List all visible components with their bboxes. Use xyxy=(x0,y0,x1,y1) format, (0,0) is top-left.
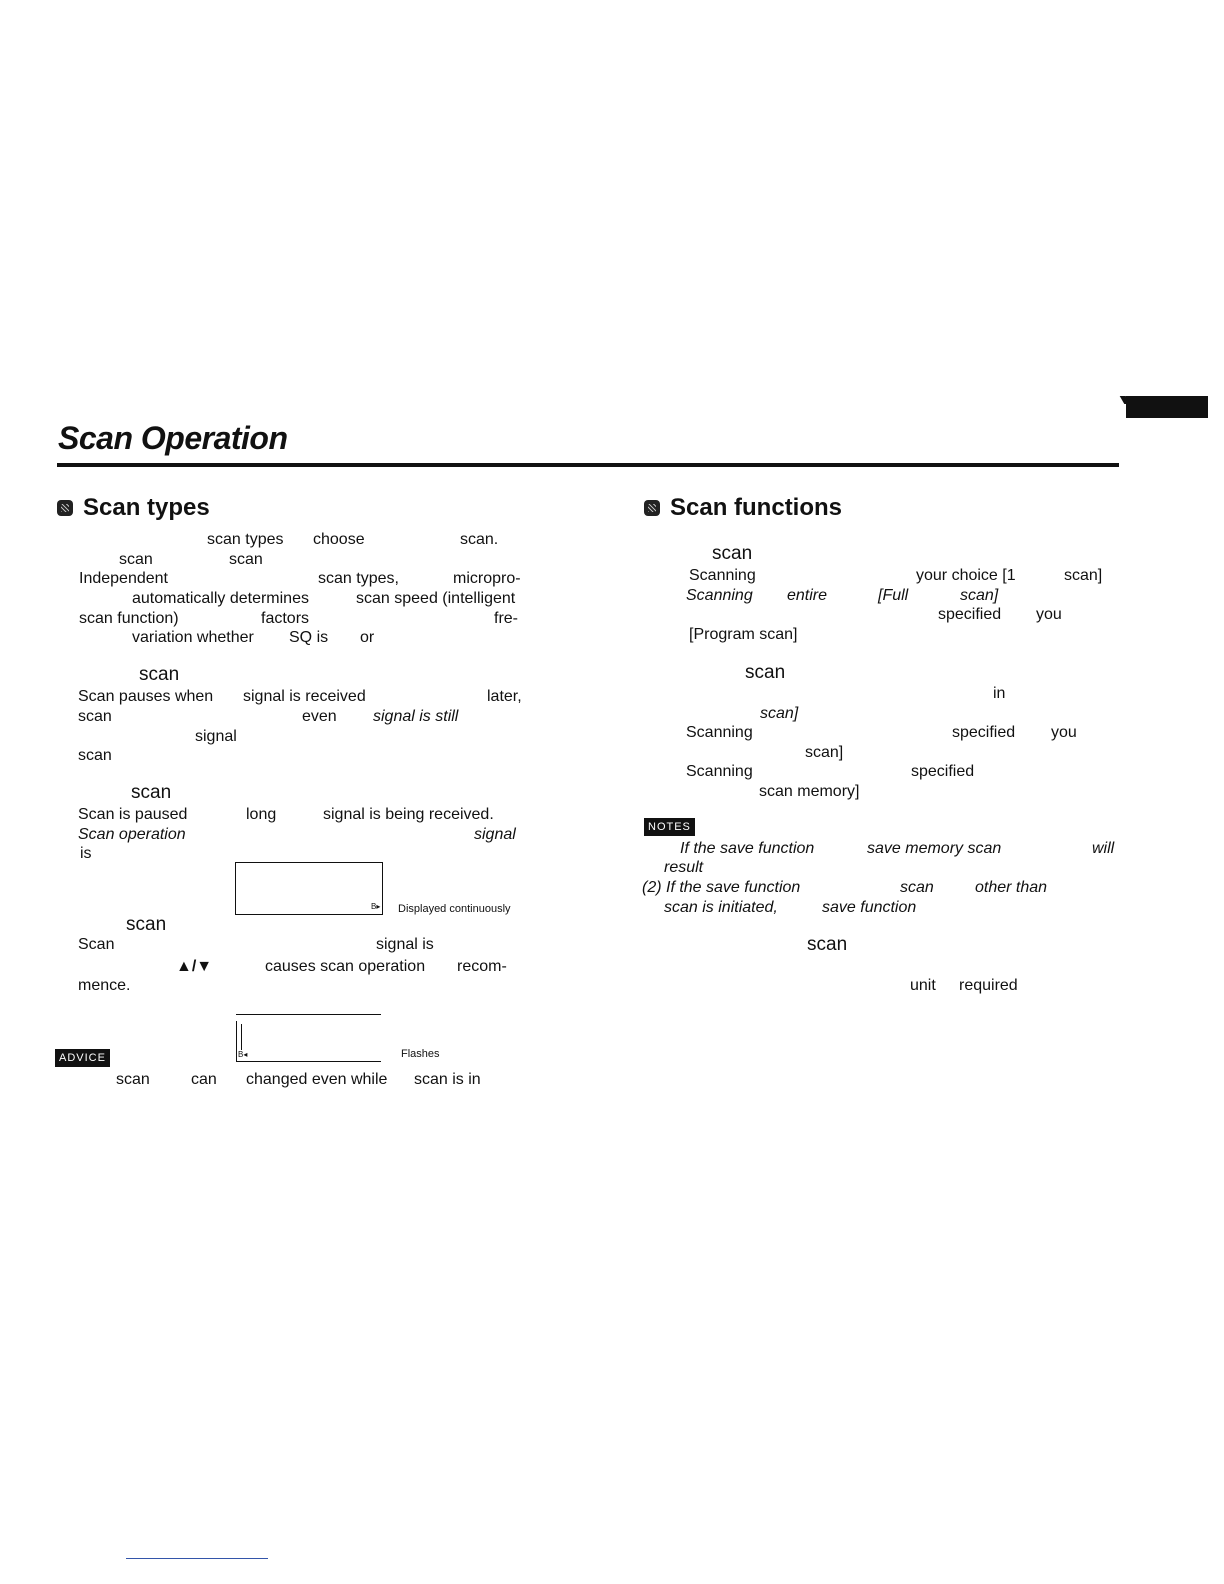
display-label: Flashes xyxy=(401,1048,440,1060)
text-fragment: signal is still xyxy=(373,708,459,725)
section-title: Scan types xyxy=(83,494,210,521)
subheading: scan xyxy=(131,782,172,803)
subheading: scan xyxy=(807,934,848,955)
text-fragment: changed even while xyxy=(246,1071,388,1088)
text-fragment: can xyxy=(191,1071,217,1088)
text-fragment: scan. xyxy=(460,531,499,548)
text-fragment: (2) If the save function xyxy=(642,879,801,896)
subheading: scan xyxy=(126,914,167,935)
text-fragment: you xyxy=(1051,724,1077,741)
footer-rule xyxy=(126,1558,268,1559)
text-fragment: scan is in xyxy=(414,1071,481,1088)
text-fragment: in xyxy=(993,685,1006,702)
text-fragment: variation whether xyxy=(132,629,254,646)
section-title: Scan functions xyxy=(670,494,843,521)
subheading: scan xyxy=(745,662,786,683)
text-fragment: factors xyxy=(261,610,310,627)
text-fragment: scan xyxy=(119,551,153,568)
text-fragment: save function xyxy=(822,899,917,916)
text-fragment: ▲/▼ xyxy=(176,958,213,975)
lcd-display-inner-rule xyxy=(241,1024,242,1050)
text-fragment: recom- xyxy=(457,958,507,975)
text-fragment: scan xyxy=(229,551,263,568)
subheading: scan xyxy=(712,543,753,564)
text-fragment: entire xyxy=(787,587,828,604)
text-fragment: signal xyxy=(474,826,516,843)
text-fragment: specified xyxy=(938,606,1002,623)
text-fragment: long xyxy=(246,806,277,823)
text-fragment: Scan is paused xyxy=(78,806,188,823)
text-fragment: causes scan operation xyxy=(265,958,426,975)
text-fragment: Scanning xyxy=(686,763,753,780)
text-fragment: micropro- xyxy=(453,570,521,587)
text-fragment: scan xyxy=(78,708,112,725)
text-fragment: Scan operation xyxy=(78,826,186,843)
text-fragment: Scan xyxy=(78,936,115,953)
text-fragment: scan] xyxy=(1064,567,1103,584)
text-fragment: scan speed (intelligent xyxy=(356,590,516,607)
lcd-display-bottom-rule xyxy=(236,1061,381,1062)
text-fragment: signal xyxy=(195,728,237,745)
text-fragment: other than xyxy=(975,879,1048,896)
signal-marker-icon: B◂ xyxy=(238,1050,248,1059)
text-fragment: save memory scan xyxy=(867,840,1002,857)
text-fragment: Scan pauses when xyxy=(78,688,214,705)
section-bullet-icon xyxy=(57,500,73,516)
subheading: scan xyxy=(139,664,180,685)
text-fragment: mence. xyxy=(78,977,131,994)
text-fragment: or xyxy=(360,629,375,646)
text-fragment: scan is initiated, xyxy=(664,899,778,916)
text-fragment: unit xyxy=(910,977,936,994)
text-fragment: specified xyxy=(952,724,1016,741)
text-fragment: scan memory] xyxy=(759,783,860,800)
text-fragment: specified xyxy=(911,763,975,780)
text-fragment: is xyxy=(80,845,92,862)
lcd-display-box xyxy=(235,862,383,915)
text-fragment: your choice [1 xyxy=(916,567,1016,584)
text-fragment: result xyxy=(664,859,704,876)
display-label: Displayed continuously xyxy=(398,903,511,915)
advice-tag: ADVICE xyxy=(55,1049,110,1067)
text-fragment: scan types xyxy=(207,531,284,548)
text-fragment: required xyxy=(959,977,1018,994)
text-fragment: scan function) xyxy=(79,610,179,627)
text-fragment: scan] xyxy=(960,587,999,604)
scan-functions-heading xyxy=(644,494,842,522)
text-fragment: scan] xyxy=(760,705,799,722)
text-fragment: Scanning xyxy=(686,724,753,741)
text-fragment: Independent xyxy=(79,570,168,587)
text-fragment: scan xyxy=(900,879,934,896)
text-fragment: SQ is xyxy=(289,629,329,646)
page-title: Scan Operation xyxy=(58,420,288,456)
signal-marker-icon: B▸ xyxy=(371,902,381,911)
lcd-display-top-rule xyxy=(236,1014,381,1015)
text-fragment: later, xyxy=(487,688,522,705)
text-fragment: scan xyxy=(116,1071,150,1088)
text-fragment: automatically determines xyxy=(132,590,309,607)
notes-tag: NOTES xyxy=(644,818,695,836)
text-fragment: choose xyxy=(313,531,365,548)
text-fragment: fre- xyxy=(494,610,518,627)
text-fragment: will xyxy=(1092,840,1115,857)
text-fragment: signal is received xyxy=(243,688,366,705)
text-fragment: [Program scan] xyxy=(689,626,798,643)
section-bullet-icon xyxy=(644,500,660,516)
text-fragment: scan xyxy=(78,747,112,764)
lcd-display-left-rule xyxy=(236,1021,237,1061)
text-fragment: scan types, xyxy=(318,570,399,587)
title-rule xyxy=(57,463,1119,467)
text-fragment: scan] xyxy=(805,744,844,761)
text-fragment: Scanning xyxy=(686,587,753,604)
page-corner-tab xyxy=(1126,396,1208,418)
text-fragment: Scanning xyxy=(689,567,756,584)
text-fragment: you xyxy=(1036,606,1062,623)
text-fragment: [Full xyxy=(878,587,909,604)
text-fragment: signal is being received. xyxy=(323,806,494,823)
scan-types-heading xyxy=(57,494,210,522)
text-fragment: signal is xyxy=(376,936,434,953)
text-fragment: even xyxy=(302,708,337,725)
text-fragment: If the save function xyxy=(680,840,815,857)
